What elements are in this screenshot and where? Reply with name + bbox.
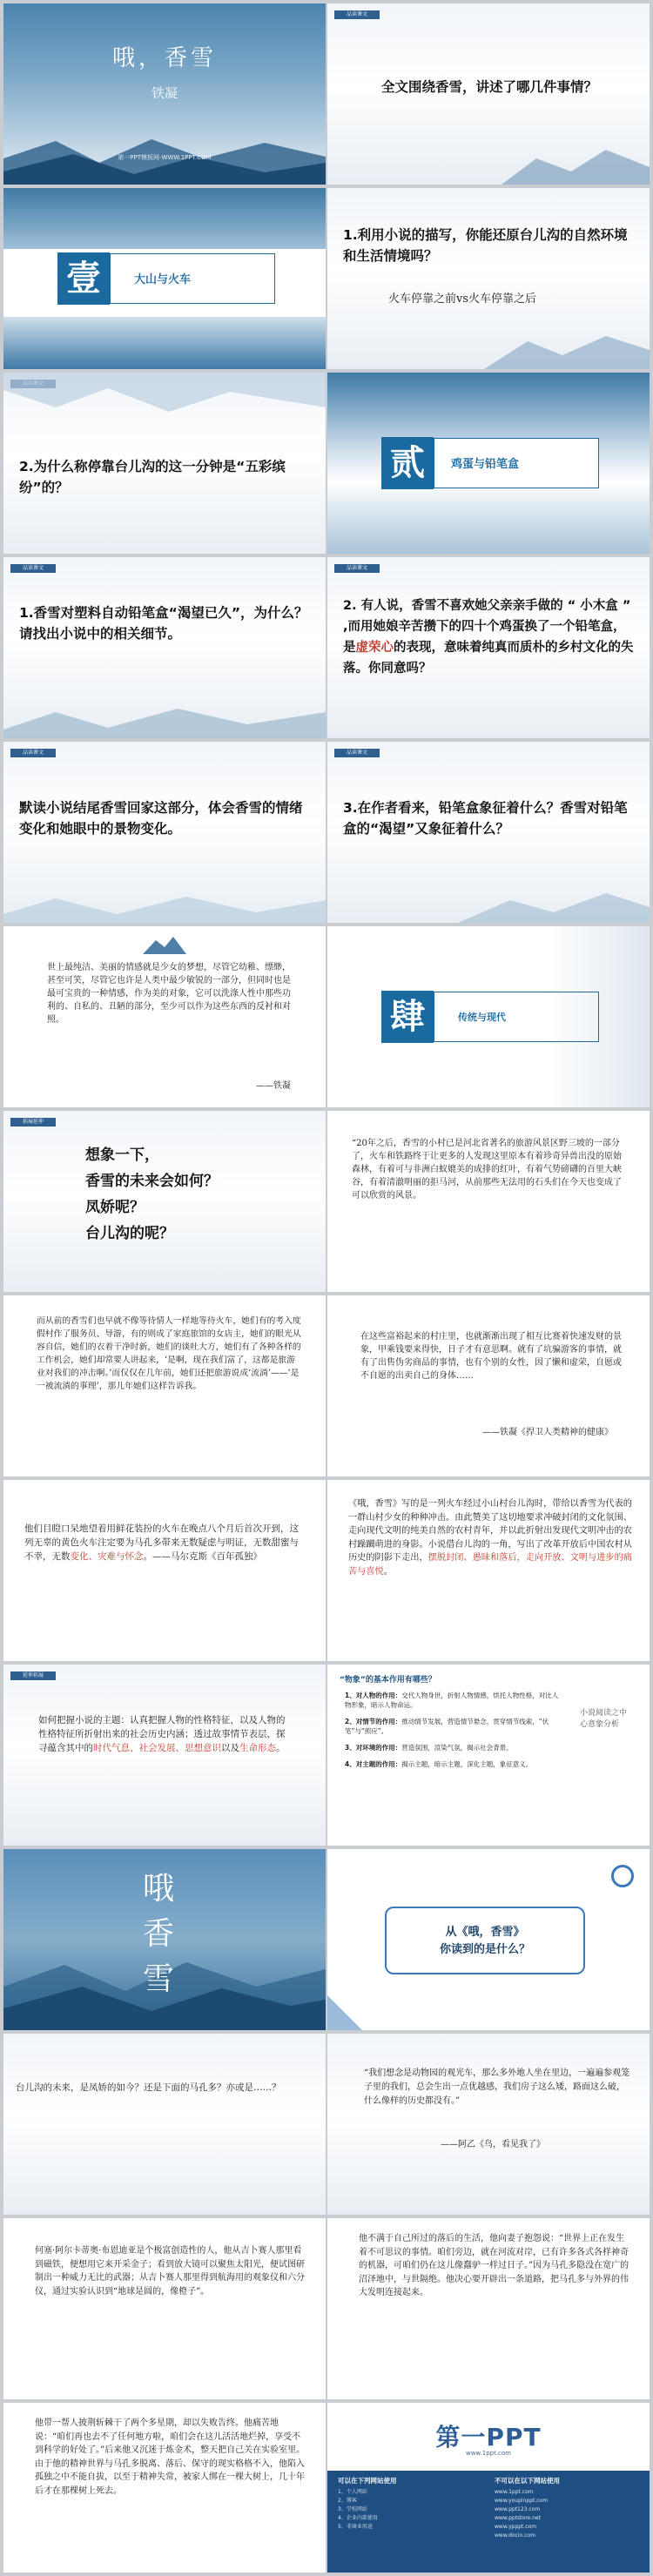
question-text: 1.利用小说的描写，你能还原台儿沟的自然环境和生活情境吗？ — [343, 227, 628, 264]
quote-text: 《哦，香雪》写的是一列火车经过小山村台儿沟时，带给以香雪为代表的一群山村少女的种种冲击。由此赞美了这切地要求冲破封闭的文化氛围、走向现代文明的纯美自然的农村青年，并以此折射出发现代文明冲击的农村躁躏萌进的身影。小说借台儿沟的一角，写出了改革开放后中国农村从历史的阴影下走出，摆脱封闭、愚昧和落后，走向开放、文明与进步的痛苦与喜悦。 — [348, 1499, 632, 1577]
mountain-graphic — [327, 871, 650, 923]
section-label: 大山与火车 — [134, 273, 192, 286]
section-badge: 肆 — [381, 991, 434, 1043]
quote-text: 何塞·阿尔卡蒂奥·布恩迪亚是个极富创造性的人，他从吉卜赛人那里看到磁铁，便想用它来开采金子；看到放大镜可以聚焦太阳光，便试图研制出一种威力无比的武器；从吉卜赛人那里得到航海用的观象仪和六分仪，通过实验认识到“地球是圆的，像橙子”。 — [35, 2246, 305, 2297]
list-item: 3、对环境的作用：营造氛围，渲染气氛，揭示社会背景。 — [345, 1744, 513, 1752]
vertical-title: 哦 香 雪 — [142, 1871, 174, 1997]
quote-text: 在这些富裕起来的村庄里，也就渐渐出现了相互比赛着快速发财的景象，甲乘钱要来得快，日子才有意思啊。就有了坑骗游客的事情，就有了出售伪劣商品的事情，也有个别的女性，因了懒和虚荣，自愿或不自愿的出卖自己的身体…… — [360, 1332, 622, 1381]
imagery-list — [345, 1691, 562, 1769]
allowed-list: 1、个人网站 2、博客 3、学校网站 4、企业内部使用 5、非商业用途 — [338, 2489, 378, 2530]
question-text: 台儿沟的未来，是凤娇的如今？还是下面的马孔多？亦或是……？ — [16, 2082, 281, 2093]
mountain-graphic — [3, 871, 326, 923]
section-tag: 品读课文 — [10, 564, 56, 573]
slide-title-vertical — [3, 1849, 326, 2030]
slide-imagine — [3, 1111, 326, 1292]
mountain-graphic — [327, 132, 650, 185]
imagine-line: 台儿沟的呢？ — [85, 1225, 174, 1242]
mountain-graphic — [3, 373, 326, 434]
slide-title — [3, 3, 326, 185]
section-label: 传统与现代 — [458, 1012, 506, 1023]
quote-sign: ——铁凝《捍卫人类精神的健康》 — [482, 1428, 613, 1437]
question-text: 全文围绕香雪，讲述了哪几件事情？ — [380, 79, 597, 95]
section-badge: 壹 — [57, 252, 110, 305]
slide-question-7 — [327, 742, 650, 923]
highlight-text: 摆脱封闭、愚昧和落后，走向开放、文明与进步的痛苦与喜悦 — [348, 1553, 632, 1577]
brand-logo: 第一PPT — [435, 2423, 542, 2452]
highlight-text: 生命形态 — [239, 1743, 276, 1753]
quote-text: “20年之后，香雪的小村已是河北省著名的旅游风景区野三坡的一部分了，火车和铁路终于让更多的人发现这里原本有着珍奇异兽出没的原始森林，有着可与非洲白蚁媲美的成排的红叶，有着气势磅礴的百里大峡谷，有着清澈明丽的拒马河，从前那些无法用的石头们在今天也变成了可以欣赏的风景。 — [352, 1139, 622, 1201]
imagine-list — [85, 1142, 312, 1247]
forbidden-title: 不可以在以下网站使用 — [495, 2477, 560, 2485]
mountain-graphic — [327, 317, 650, 369]
slide-quote-4 — [327, 1295, 650, 1476]
quote-text: 他们目瞪口呆地望着用鲜花装扮的火车在晚点八个月后首次开到，这列无辜的黄色火车注定要为马孔多带来无数疑虑与明证，无数甜蜜与不幸，无数变化、灾难与怀念。——马尔克斯《百年孤独》 — [24, 1523, 299, 1562]
question-text: 3.在作者看来，铅笔盒象征着什么？香雪对铅笔盒的“渴望”又象征着什么？ — [343, 800, 628, 837]
quote-text: 他不满于自己所过的落后的生活，他向妻子抱怨说：“世界上正在发生着不可思议的事情。咱们旁边，就在河流对岸，已有许多各式各样神奇的机器，可咱们仍在这儿像蠢驴一样过日子。”因为马孔多隐没在宽广的沼泽地中，与世隔绝。他决心要开辟出一条道路，把马孔多与外界的伟大发明连接起来。 — [359, 2234, 629, 2297]
forbidden-list: www.1ppt.com www.youpinppt.com www.ppt123.com www.pptstore.net www.ypppt.com www.docin.com — [495, 2489, 549, 2539]
slide-question-1 — [327, 3, 650, 185]
question-text: 1.香雪对塑料自动铅笔盒“渴望已久”，为什么？请找出小说中的相关细节。 — [19, 605, 308, 642]
highlight-text: 虚荣心 — [355, 641, 394, 655]
highlight-text: 时代气息、社会发展、思想意识 — [93, 1743, 221, 1753]
imagine-line: 想象一下， — [85, 1147, 159, 1164]
circle-decoration — [611, 1865, 634, 1887]
section-label: 鸡蛋与铅笔盒 — [451, 458, 520, 471]
slide-quote-6 — [327, 1480, 650, 1661]
list-item: 4、对主题的作用：揭示主题，暗示主题，深化主题，象征意义。 — [345, 1760, 533, 1768]
site-label: 第一PPT模板网-WWW.1PPT.COM — [118, 154, 212, 161]
section-tag: 延伸拓展 — [10, 1671, 56, 1680]
section-tag: 品读课文 — [334, 749, 380, 757]
imagine-line: 香雪的未来会如何？ — [85, 1173, 219, 1190]
list-item: 1、对人物的作用：交代人物身世，折射人物情感，烘托人物性格，对比人物形象，暗示人物命运。 — [345, 1692, 559, 1709]
list-item: 2、对情节的作用：推动情节发展，营造情节悬念，贯穿情节线索，“伏笔”与“照应”。 — [345, 1718, 549, 1735]
slide-question-2 — [327, 188, 650, 369]
allowed-title: 可以在下列网站使用 — [338, 2477, 397, 2485]
answer-text: 火车停靠之前vs火车停靠之后 — [388, 293, 537, 306]
slide-quote-5 — [3, 1480, 326, 1661]
slide-imagery — [327, 1665, 650, 1846]
section-badge: 贰 — [381, 437, 434, 489]
highlight-text: 变化、灾难与怀念 — [70, 1551, 144, 1562]
slide-theme — [3, 1665, 326, 1846]
slide-title-text: 哦，香雪 — [111, 45, 217, 71]
slide-quote-3 — [3, 1295, 326, 1476]
imagine-line: 凤娇呢？ — [85, 1199, 145, 1216]
section-tag: 品读课文 — [334, 10, 380, 19]
mountain-graphic — [3, 686, 326, 738]
slide-reading — [327, 1849, 650, 2030]
slide-section-2 — [327, 373, 650, 554]
section-tag: 品读课文 — [334, 564, 380, 573]
question-text: 2.为什么称停靠台儿沟的这一分钟是“五彩缤纷”的？ — [19, 459, 286, 495]
slide-quote-10 — [3, 2403, 326, 2573]
author-name: 铁凝 — [151, 85, 178, 101]
slide-quote-7 — [327, 2034, 650, 2215]
slide-question-3 — [3, 373, 326, 554]
slide-quote-8 — [3, 2218, 326, 2399]
slide-quote-2 — [327, 1111, 650, 1292]
slide-quote-9 — [327, 2218, 650, 2399]
imagery-side-note: 小说阅读之中心意象分析 — [580, 1709, 628, 1729]
slide-question-5 — [327, 557, 650, 738]
slide-question-4 — [3, 557, 326, 738]
reading-title: 从《哦，香雪》 — [445, 1926, 525, 1939]
quote-sign: ——铁凝 — [256, 1081, 291, 1091]
slide-quote-1 — [3, 926, 326, 1107]
slide-question-8 — [3, 2034, 326, 2215]
slide-section-4 — [327, 926, 650, 1107]
quote-text: “我们想念是动物园的观光车，那么多外地人坐在里边，一遍遍参观笼子里的我们，总会生出一点优越感，我们房子这么矮，路面这么破，什么像样的历史都没有。” — [364, 2068, 630, 2106]
section-tag: 拓展延伸 — [10, 1118, 56, 1127]
reading-subtitle: 你读到的是什么？ — [439, 1943, 530, 1956]
question-text: 默读小说结尾香雪回家这部分，体会香雪的情绪变化和她眼中的景物变化。 — [19, 800, 303, 837]
brand-site: www.1ppt.com — [465, 2450, 512, 2457]
quote-text: 而从前的香雪们也早就不像等待情人一样地等待火车，她们有的考入度假村作了服务员、导游，有的则成了家庭旅馆的女店主，她们的眼光从容自信，她们的衣着干净时新，她们的谈吐大方，她们有了各种各样的工作机会，她们却常要人讲起来，‘是啊，现在我们富了，这都是旅游业对我们的冲击啊。’而仅仅在几年前，她们还把旅游说成‘流淌’——‘是一被流淌的事理’，那儿年她们这样告诉我。 — [37, 1316, 301, 1391]
imagery-header: “物象”的基本作用有哪些？ — [340, 1676, 436, 1685]
theme-text: 如何把握小说的主题：认真把握人物的性格特征，以及人物的性格特征所折射出来的社会历史内涵；透过故事情节表层，探寻蕴含其中的时代气息、社会发展、思想意识以及生命形态。 — [38, 1715, 286, 1753]
quote-sign: ——阿乙《鸟，看见我了》 — [441, 2140, 545, 2149]
quote-text: 世上最纯洁、美丽的情感就是少女的梦想，尽管它幼稚、缥缈，甚至可笑，尽管它也许是人类中最少敏锐的一部分，但同时也是最可宝贵的一种情感，作为美的对象，它可以洗涤人性中那些功利的、自私的、丑陋的部分，至少可以作为这些东西的反衬和对照。 — [47, 963, 291, 1025]
mountain-icon — [143, 935, 186, 954]
quote-text: 他带一帮人披荆斩棘干了两个多星期，却以失败告终。他痛苦地说：“咱们再也去不了任何地方啦，咱们会在这儿活活地烂掉，享受不到科学的好处了。”后来他又沉迷于炼金术，整天把自己关在实验室里。由于他的精神世界与马孔多脱离、落后、保守的现实格格不入，他陷入孤独之中不能自拔，以至于精神失常，被家人绑在一棵大树上，几十年后才在那棵树上死去。 — [35, 2418, 306, 2496]
slide-credits — [327, 2403, 650, 2573]
slide-question-6 — [3, 742, 326, 923]
slide-section-1 — [3, 188, 326, 369]
section-tag: 品读课文 — [10, 749, 56, 757]
question-text: 2. 有人说，香雪不喜欢她父亲亲手做的 “ 小木盒 ” ,而用她娘辛苦攒下的四十个鸡蛋换了一个铅笔盒，是虚荣心的表现，意味着纯真而质朴的乡村文化的失落。你同意吗？ — [343, 599, 634, 676]
